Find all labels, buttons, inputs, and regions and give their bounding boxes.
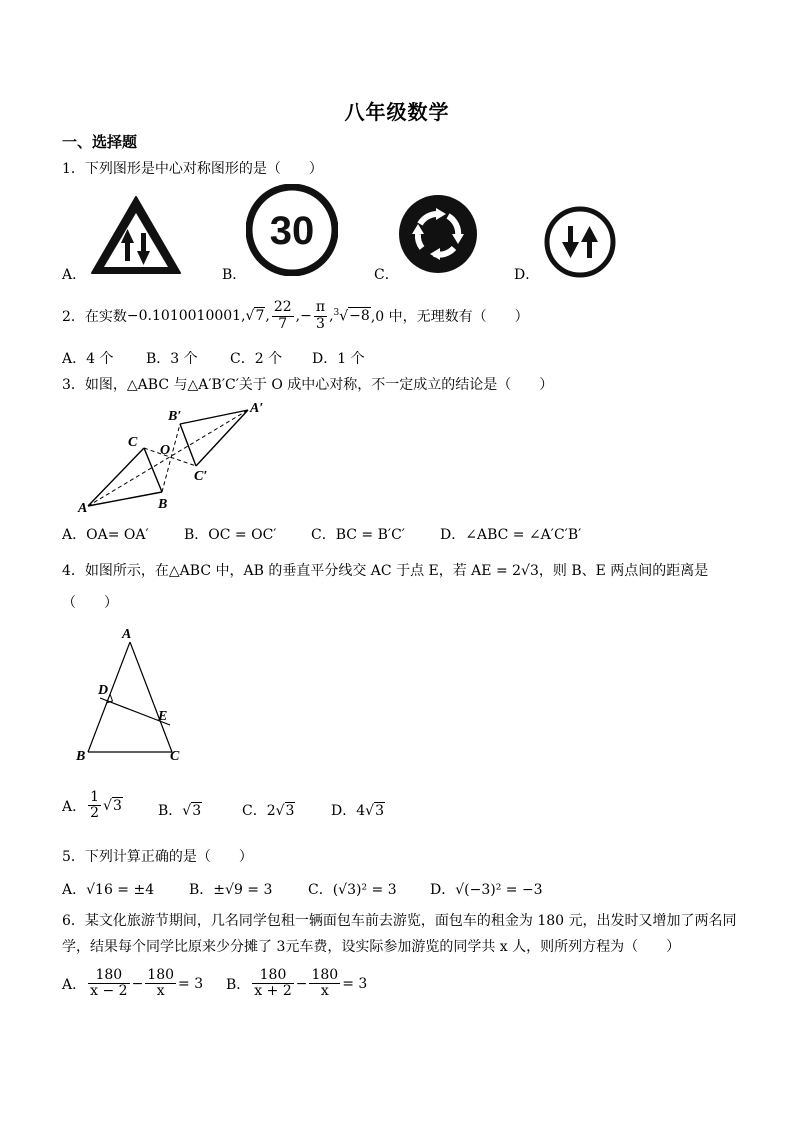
q1-stem: 1．下列图形是中心对称图形的是（ ） <box>62 161 323 177</box>
q2-option-d: D．1 个 <box>312 351 365 367</box>
q1-option-b-speed-sign <box>246 184 338 276</box>
q4-stem: 4．如图所示，在△ABC 中，AB 的垂直平分线交 AC 于点 E，若 AE = 2√3，则 B、E 两点间的距离是 <box>62 563 709 579</box>
q3-option-b: B．OC = OC′ <box>184 527 277 543</box>
q3-label-o: O <box>160 443 171 458</box>
q4-option-d: D．4√3 <box>331 803 384 819</box>
q3-option-c: C．BC = B′C′ <box>311 527 405 543</box>
q2-option-a: A．4 个 <box>62 351 114 367</box>
q4-option-c: C．2√3 <box>242 803 295 819</box>
q3-label-b1: B′ <box>168 409 182 424</box>
q5-option-b: B．±√9 = 3 <box>189 882 273 898</box>
q6-option-a: A． $\frac{180}{x - 2}$ − $\frac{180}{x}$ = 3 <box>62 967 204 1000</box>
q2-num1: −0.1010010001, <box>126 308 246 324</box>
q3-stem: 3．如图，△ABC 与△A′B′C′关于 O 成中心对称，不一定成立的结论是（ ） <box>62 377 554 393</box>
q4-option-b: B．√3 <box>158 803 202 819</box>
q3-figure <box>72 398 272 518</box>
q3-option-a: A．OA= OA′ <box>62 527 149 543</box>
q6-option-b: B． $\frac{180}{x + 2}$ − $\frac{180}{x}$ = 3 <box>226 967 368 1000</box>
q4-stem-paren: （ ） <box>62 595 118 611</box>
q3-label-c: C <box>128 435 138 450</box>
q5-option-a: A．√16 = ±4 <box>62 882 155 898</box>
q4-figure <box>68 624 188 768</box>
q5-stem: 5．下列计算正确的是（ ） <box>62 849 253 865</box>
q3-label-a1: A′ <box>250 401 264 416</box>
q4-label-b: B <box>76 749 86 764</box>
q4-label-c: C <box>170 749 180 764</box>
q2-sqrt7: √7, <box>245 308 270 324</box>
q2-stem: 2．在实数 −0.1010010001, √7, $\frac{22}{7}$ ,− $\frac{\pi}{3}$ , $^3$√−8 ,0 中，无理数有（ ） <box>62 299 529 332</box>
q2-option-c: C．2 个 <box>230 351 283 367</box>
q6-line1: 6．某文化旅游节期间，几名同学包租一辆面包车前去游览，面包车的租金为 180 元，出发时又增加了两名同 <box>62 913 737 929</box>
q1-label-b: B． <box>222 267 247 283</box>
q3-label-a: A <box>78 501 88 516</box>
q4-label-e: E <box>158 709 168 724</box>
q2-pre: 2．在实数 <box>62 309 127 325</box>
q1-label-a: A． <box>62 267 87 283</box>
q2-tail: ,0 中，无理数有（ ） <box>370 309 529 325</box>
q5-option-c: C．(√3)² = 3 <box>308 882 397 898</box>
section-heading: 一、选择题 <box>62 133 138 151</box>
q4-option-a: A． $\frac{1}{2}$ √3 <box>62 789 122 822</box>
q2-option-b: B．3 个 <box>146 351 198 367</box>
q3-label-c1: C′ <box>194 469 208 484</box>
q1-option-d-two-way-sign <box>544 206 616 278</box>
page-title: 八年级数学 <box>344 100 450 124</box>
q2-frac-22-7: $\frac{22}{7}$ <box>273 299 292 332</box>
q2-cbrt: $^3$√−8 <box>333 307 370 325</box>
q1-label-c: C． <box>374 267 399 283</box>
q6-line2: 学，结果每个同学比原来少分摊了 3元车费，设实际参加游览的同学共 x 人，则所列方程为（ ） <box>62 939 681 955</box>
q1-option-a-triangle-sign <box>88 193 184 277</box>
q3-option-d: D．∠ABC = ∠A′C′B′ <box>440 527 582 543</box>
q4-label-d: D <box>98 683 109 698</box>
q1-option-c-roundabout-sign <box>398 194 478 274</box>
q2-frac-pi-3: $\frac{\pi}{3}$ <box>315 299 326 332</box>
q3-label-b: B <box>158 497 168 512</box>
speed-sign-number: 30 <box>269 209 315 253</box>
q1-label-d: D． <box>514 267 540 283</box>
q5-option-d: D．√(−3)² = −3 <box>430 882 543 898</box>
q4-label-a: A <box>122 627 132 642</box>
